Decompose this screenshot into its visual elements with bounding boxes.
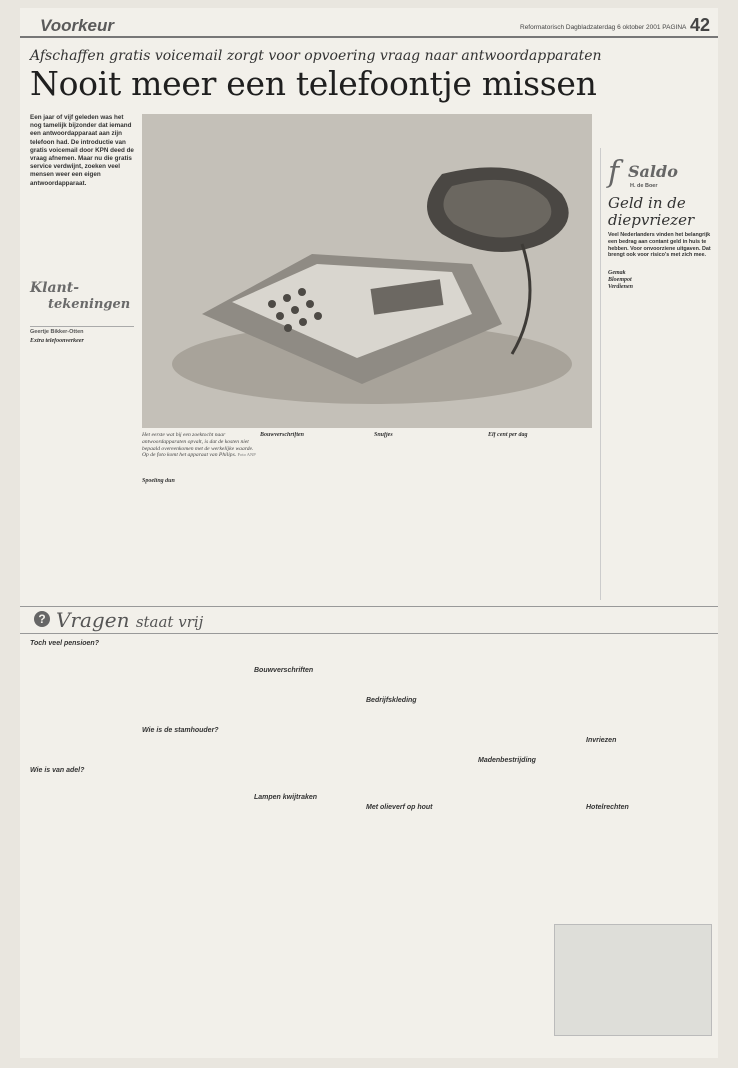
question-heading: Wie is van adel?: [30, 766, 85, 774]
column-label: Klant-: [30, 280, 80, 296]
issue-date: zaterdag 6 oktober 2001 PAGINA: [590, 24, 687, 31]
subhead: Elf cent per dag: [488, 432, 528, 438]
photo-caption: [142, 432, 258, 459]
article-headline: Nooit meer een telefoontje missen: [30, 64, 597, 103]
answering-machine-illustration: [142, 114, 592, 428]
article-body-col4: [488, 432, 592, 600]
vragen-title: [56, 608, 203, 632]
question-heading: Bedrijfskleding: [366, 697, 417, 704]
subhead: Bouwverschriften: [260, 432, 305, 438]
page-number: 42: [689, 15, 710, 35]
saldo-intro: Veel Nederlanders vinden het belangrijk een bedrag aan contant geld in huis te hebben. Voor onvoorziene uitgaven. Dat brengt ook voor risico's met zich mee.: [608, 232, 711, 259]
vragen-col6: [586, 638, 690, 918]
saldo-logo-mark: f: [608, 155, 620, 190]
vragen-title-sub: staat vrij: [135, 613, 204, 631]
subhead: Snufjes: [374, 432, 393, 438]
subhead: Gemak: [608, 270, 626, 276]
saldo-body: [608, 270, 714, 600]
submission-info-box: [554, 924, 712, 1036]
newspaper-page: [20, 8, 718, 1058]
page-header: [20, 14, 718, 38]
photo-credit: Foto ANP: [237, 452, 256, 458]
column-divider: [600, 148, 601, 600]
caption-text: Het eerste wat bij een zoektocht naar antwoordapparaten opvalt, is dat de kosten niet bepaald overeenkomen met de werkelijke waarde. Op de foto komt het apparaat van Philips.: [142, 432, 254, 459]
section-title: Voorkeur: [40, 16, 115, 35]
subhead: Bloempot: [608, 276, 632, 283]
subhead: Spoeling dun: [142, 478, 175, 484]
question-heading: Madenbestrijding: [478, 757, 536, 764]
article-body-col3: [374, 432, 482, 600]
subhead: Verdienen: [608, 283, 634, 290]
question-heading: Bouwverschriften: [254, 667, 314, 674]
article-body-col2: [260, 432, 368, 600]
column-author: Geertje Bikker-Otten: [30, 326, 134, 335]
question-heading: Lampen kwijtraken: [254, 793, 318, 801]
saldo-author: H. de Boer: [630, 183, 658, 189]
subhead: Extra telefoonverkeer: [30, 338, 84, 344]
article-intro: Een jaar of vijf geleden was het nog tamelijk bijzonder dat iemand een antwoordapparaat aan zijn telefoon had. De introductie van gratis voicemail door KPN deed de vraag afnemen. Maar nu die gratis service verdwijnt, zoeken veel mensen weer een eigen antwoordapparaat.: [30, 114, 134, 187]
question-heading: Wie is de stamhouder?: [142, 727, 219, 734]
saldo-logo-word: Saldo: [628, 162, 678, 181]
vragen-title-main: Vragen: [56, 608, 130, 632]
article-body-col1: [142, 478, 254, 600]
newspaper-name: Reformatorisch Dagblad: [520, 24, 591, 31]
column-label-cont: tekeningen: [48, 297, 131, 312]
vragen-banner: [20, 606, 718, 634]
answering-machine-photo: [142, 114, 592, 428]
article-kicker: Afschaffen gratis voicemail zorgt voor opvoering vraag naar antwoordapparaten: [30, 48, 602, 64]
question-heading: Met olieverf op hout: [366, 803, 433, 811]
question-heading: Hotelrechten: [586, 803, 629, 811]
saldo-headline: Geld in de diepvriezer: [608, 194, 695, 229]
question-heading: Invriezen: [586, 737, 617, 744]
vragen-col4: [366, 638, 470, 1038]
vragen-col3: [254, 638, 358, 1038]
vragen-col2: [142, 638, 246, 1038]
question-mark-icon: ?: [34, 611, 50, 627]
vragen-col1: [30, 638, 134, 1038]
question-heading: Toch veel pensioen?: [30, 640, 99, 647]
column-body: [30, 338, 134, 600]
